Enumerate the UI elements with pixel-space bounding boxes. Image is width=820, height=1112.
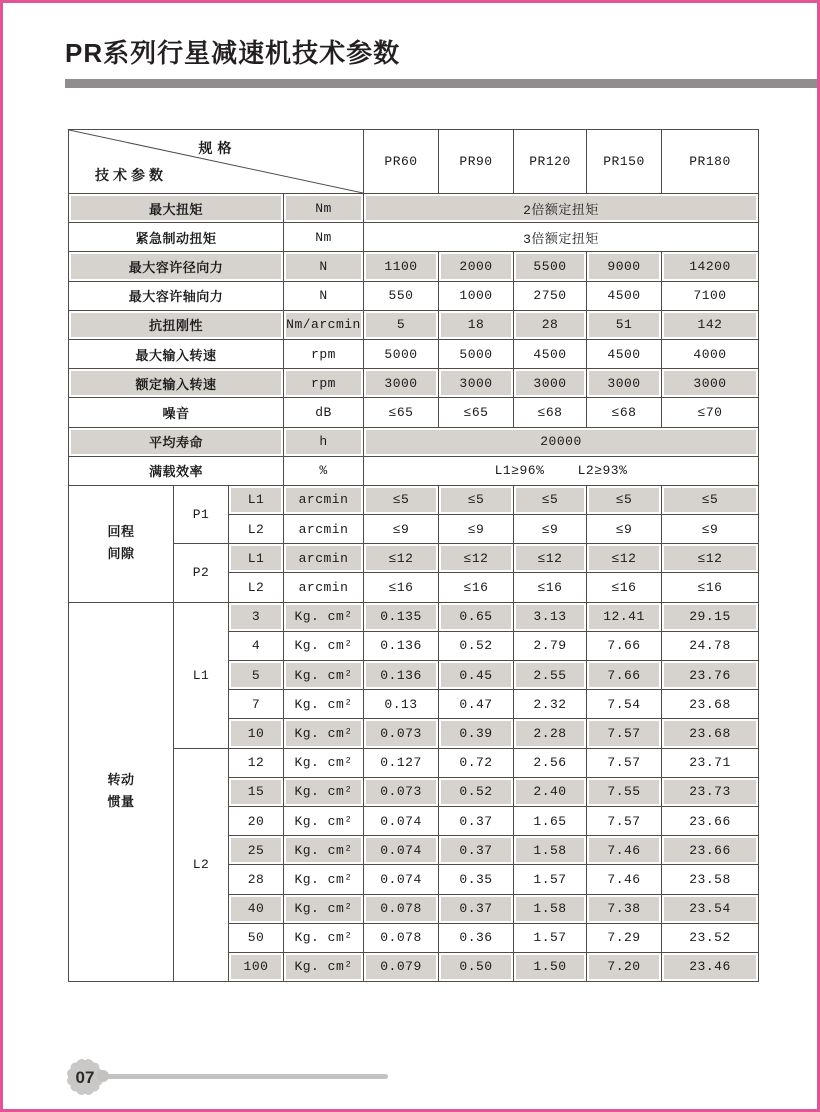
ratio-cell: 7	[229, 690, 284, 719]
value-cell: 0.52	[439, 777, 514, 806]
unit-cell: Kg. cm²	[284, 836, 364, 865]
value-cell: 7.55	[587, 777, 662, 806]
value-cell: ≤16	[514, 573, 587, 602]
value-cell: ≤5	[662, 485, 759, 514]
value-cell: 0.078	[364, 923, 439, 952]
value-cell: 5	[364, 310, 439, 339]
value-cell: 0.136	[364, 661, 439, 690]
unit-cell: rpm	[284, 369, 364, 398]
unit-cell: Kg. cm²	[284, 952, 364, 981]
value-cell: 0.65	[439, 602, 514, 631]
value-cell: 23.71	[662, 748, 759, 777]
value-cell: 5500	[514, 252, 587, 281]
value-cell: 18	[439, 310, 514, 339]
unit-cell: h	[284, 427, 364, 456]
value-cell: 2.32	[514, 690, 587, 719]
column-header-pr120: PR120	[514, 130, 587, 194]
unit-cell: Kg. cm²	[284, 719, 364, 748]
stage-cell: L1	[229, 485, 284, 514]
value-cell: 3000	[364, 369, 439, 398]
value-cell: ≤9	[514, 515, 587, 544]
stage-cell: L2	[229, 573, 284, 602]
value-cell: ≤9	[439, 515, 514, 544]
section-label-backlash	[69, 485, 174, 602]
value-cell: 7100	[662, 281, 759, 310]
value-cell: 4500	[514, 339, 587, 368]
value-cell: 0.073	[364, 777, 439, 806]
value-cell: 23.68	[662, 719, 759, 748]
param-label: 平均寿命	[69, 427, 284, 456]
value-cell: 2.79	[514, 631, 587, 660]
section-label-inertia	[69, 602, 174, 981]
value-cell: 24.78	[662, 631, 759, 660]
unit-cell: Kg. cm²	[284, 661, 364, 690]
value-cell: 1.58	[514, 894, 587, 923]
value-cell: 51	[587, 310, 662, 339]
title-underline-bar	[65, 79, 820, 88]
unit-cell: Nm/arcmin	[284, 310, 364, 339]
ratio-cell: 100	[229, 952, 284, 981]
column-header-pr180: PR180	[662, 130, 759, 194]
value-cell: ≤65	[439, 398, 514, 427]
value-cell: 7.54	[587, 690, 662, 719]
param-label: 噪音	[69, 398, 284, 427]
value-cell: ≤70	[662, 398, 759, 427]
value-cell: ≤65	[364, 398, 439, 427]
value-cell: 29.15	[662, 602, 759, 631]
ratio-cell: 3	[229, 602, 284, 631]
stage-group-cell: L2	[174, 748, 229, 982]
ratio-cell: 20	[229, 806, 284, 835]
value-cell: 7.20	[587, 952, 662, 981]
value-cell: 0.37	[439, 836, 514, 865]
unit-cell: Nm	[284, 223, 364, 252]
unit-cell: arcmin	[284, 485, 364, 514]
stage-group-cell: L1	[174, 602, 229, 748]
value-cell: 23.68	[662, 690, 759, 719]
ratio-cell: 5	[229, 661, 284, 690]
column-header-pr90: PR90	[439, 130, 514, 194]
unit-cell: arcmin	[284, 573, 364, 602]
value-cell: ≤9	[364, 515, 439, 544]
value-cell: 12.41	[587, 602, 662, 631]
value-cell: 1100	[364, 252, 439, 281]
value-cell: 3000	[662, 369, 759, 398]
value-cell: 0.079	[364, 952, 439, 981]
unit-cell: arcmin	[284, 515, 364, 544]
value-cell: ≤9	[662, 515, 759, 544]
value-cell: 1.57	[514, 865, 587, 894]
value-cell: 2000	[439, 252, 514, 281]
section-label-line: 惯量	[107, 794, 135, 810]
value-cell: 2.28	[514, 719, 587, 748]
value-cell: ≤16	[587, 573, 662, 602]
unit-cell: N	[284, 252, 364, 281]
value-cell: 0.135	[364, 602, 439, 631]
value-cell: 2.56	[514, 748, 587, 777]
page-title: PR系列行星减速机技术参数	[65, 38, 401, 68]
unit-cell: Kg. cm²	[284, 690, 364, 719]
value-cell: 23.66	[662, 806, 759, 835]
param-label: 额定输入转速	[69, 369, 284, 398]
value-cell: ≤12	[514, 544, 587, 573]
value-cell: 142	[662, 310, 759, 339]
value-cell: 2.55	[514, 661, 587, 690]
unit-cell: rpm	[284, 339, 364, 368]
value-cell: 3000	[514, 369, 587, 398]
unit-cell: Kg. cm²	[284, 894, 364, 923]
value-cell: ≤5	[587, 485, 662, 514]
value-cell: 0.074	[364, 806, 439, 835]
ratio-cell: 25	[229, 836, 284, 865]
corner-label-spec: 规格	[198, 140, 237, 156]
value-cell: 7.57	[587, 719, 662, 748]
section-label-line: 转动	[107, 772, 135, 788]
stage-cell: L2	[229, 515, 284, 544]
value-cell: 28	[514, 310, 587, 339]
value-cell: ≤12	[662, 544, 759, 573]
value-cell: 0.073	[364, 719, 439, 748]
unit-cell: arcmin	[284, 544, 364, 573]
ratio-cell: 15	[229, 777, 284, 806]
value-cell: ≤12	[439, 544, 514, 573]
value-cell: 7.66	[587, 661, 662, 690]
unit-cell: Kg. cm²	[284, 748, 364, 777]
value-cell: ≤12	[364, 544, 439, 573]
section-label-line: 回程	[107, 524, 135, 540]
value-cell: 23.73	[662, 777, 759, 806]
unit-cell: Nm	[284, 194, 364, 223]
ratio-cell: 28	[229, 865, 284, 894]
footer-rule-line	[107, 1074, 388, 1079]
value-cell: ≤12	[587, 544, 662, 573]
value-cell: ≤16	[364, 573, 439, 602]
value-cell: 0.127	[364, 748, 439, 777]
param-label: 最大输入转速	[69, 339, 284, 368]
value-cell: 1.57	[514, 923, 587, 952]
value-cell: 0.50	[439, 952, 514, 981]
value-cell: 9000	[587, 252, 662, 281]
value-cell: 4000	[662, 339, 759, 368]
unit-cell: Kg. cm²	[284, 777, 364, 806]
value-cell: ≤16	[662, 573, 759, 602]
value-cell: 0.47	[439, 690, 514, 719]
value-cell: 4500	[587, 339, 662, 368]
value-cell: 3000	[587, 369, 662, 398]
merged-value-cell: 3倍额定扭矩	[364, 223, 759, 252]
ratio-cell: 12	[229, 748, 284, 777]
value-cell: 0.078	[364, 894, 439, 923]
value-cell: 3000	[439, 369, 514, 398]
value-cell: 0.35	[439, 865, 514, 894]
value-cell: 0.074	[364, 836, 439, 865]
unit-cell: Kg. cm²	[284, 923, 364, 952]
value-cell: ≤16	[439, 573, 514, 602]
unit-cell: Kg. cm²	[284, 631, 364, 660]
param-label: 紧急制动扭矩	[69, 223, 284, 252]
value-cell: 0.13	[364, 690, 439, 719]
value-cell: 3.13	[514, 602, 587, 631]
param-label: 最大容许径向力	[69, 252, 284, 281]
unit-cell: Kg. cm²	[284, 602, 364, 631]
unit-cell: Kg. cm²	[284, 806, 364, 835]
value-cell: 23.58	[662, 865, 759, 894]
value-cell: 7.57	[587, 806, 662, 835]
value-cell: 7.57	[587, 748, 662, 777]
value-cell: 5000	[364, 339, 439, 368]
value-cell: 0.37	[439, 894, 514, 923]
value-cell: 2.40	[514, 777, 587, 806]
merged-value-cell: L1≥96% L2≥93%	[364, 456, 759, 485]
param-label: 满载效率	[69, 456, 284, 485]
value-cell: 0.72	[439, 748, 514, 777]
value-cell: ≤9	[587, 515, 662, 544]
unit-cell: dB	[284, 398, 364, 427]
column-header-pr60: PR60	[364, 130, 439, 194]
unit-cell: %	[284, 456, 364, 485]
param-label: 最大扭矩	[69, 194, 284, 223]
value-cell: 0.39	[439, 719, 514, 748]
value-cell: 23.66	[662, 836, 759, 865]
value-cell: 0.37	[439, 806, 514, 835]
value-cell: 23.54	[662, 894, 759, 923]
value-cell: 23.76	[662, 661, 759, 690]
ratio-cell: 10	[229, 719, 284, 748]
unit-cell: Kg. cm²	[284, 865, 364, 894]
value-cell: ≤68	[514, 398, 587, 427]
ratio-cell: 4	[229, 631, 284, 660]
value-cell: ≤5	[514, 485, 587, 514]
value-cell: 14200	[662, 252, 759, 281]
value-cell: 0.52	[439, 631, 514, 660]
unit-cell: N	[284, 281, 364, 310]
value-cell: 7.29	[587, 923, 662, 952]
ratio-cell: 50	[229, 923, 284, 952]
value-cell: 1.50	[514, 952, 587, 981]
column-header-pr150: PR150	[587, 130, 662, 194]
value-cell: 1.65	[514, 806, 587, 835]
corner-label-params: 技术参数	[95, 167, 167, 183]
merged-value-cell: 2倍额定扭矩	[364, 194, 759, 223]
value-cell: 7.46	[587, 865, 662, 894]
value-cell: 23.52	[662, 923, 759, 952]
value-cell: 550	[364, 281, 439, 310]
value-cell: 4500	[587, 281, 662, 310]
value-cell: 1.58	[514, 836, 587, 865]
value-cell: 7.38	[587, 894, 662, 923]
ratio-cell: 40	[229, 894, 284, 923]
value-cell: 7.66	[587, 631, 662, 660]
value-cell: ≤5	[364, 485, 439, 514]
param-label: 最大容许轴向力	[69, 281, 284, 310]
value-cell: 0.45	[439, 661, 514, 690]
value-cell: 0.136	[364, 631, 439, 660]
value-cell: 7.46	[587, 836, 662, 865]
value-cell: ≤5	[439, 485, 514, 514]
value-cell: 5000	[439, 339, 514, 368]
grade-cell: P1	[174, 485, 229, 543]
corner-header-cell	[69, 130, 364, 194]
merged-value-cell: 20000	[364, 427, 759, 456]
param-label: 抗扭刚性	[69, 310, 284, 339]
section-label-line: 间隙	[107, 546, 135, 562]
value-cell: 2750	[514, 281, 587, 310]
value-cell: ≤68	[587, 398, 662, 427]
value-cell: 1000	[439, 281, 514, 310]
value-cell: 23.46	[662, 952, 759, 981]
grade-cell: P2	[174, 544, 229, 602]
value-cell: 0.36	[439, 923, 514, 952]
stage-cell: L1	[229, 544, 284, 573]
spec-table	[68, 129, 759, 982]
value-cell: 0.074	[364, 865, 439, 894]
page-number: 07	[75, 1068, 95, 1087]
